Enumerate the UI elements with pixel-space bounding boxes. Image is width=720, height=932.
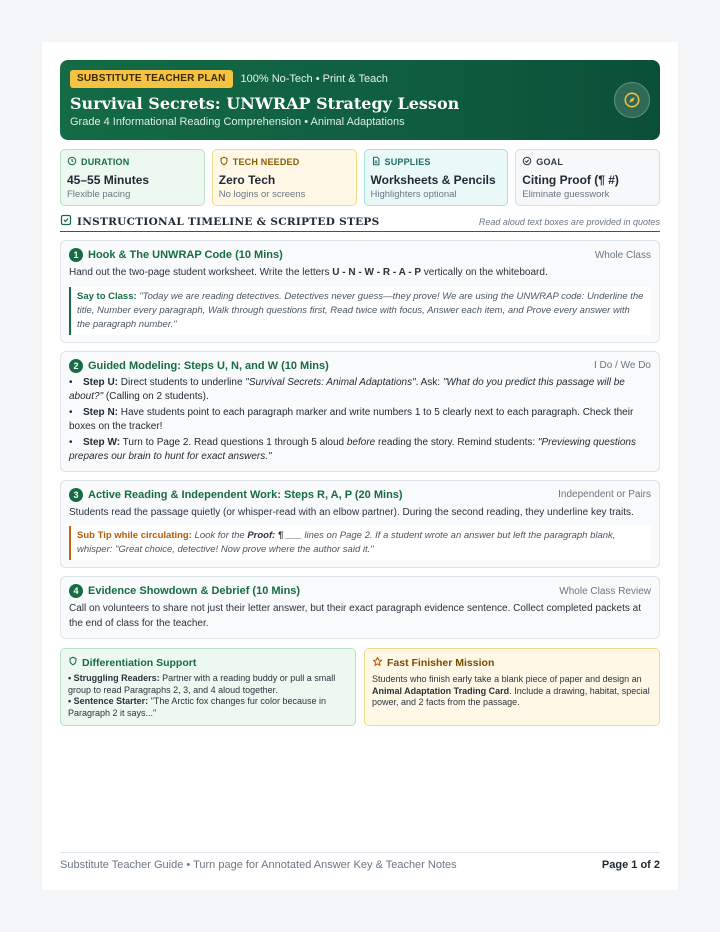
step-card — [60, 480, 660, 569]
differentiation-box — [60, 648, 356, 726]
footer-note: Substitute Teacher Guide • Turn page for Annotated Answer Key & Teacher Notes — [60, 859, 457, 871]
step-header — [69, 487, 651, 503]
step-body: Students read the passage quietly (or whisper-read with an elbow partner). During the second reading, they underline key traits. — [69, 506, 634, 518]
bullet-quote: "Survival Secrets: Animal Adaptations" — [245, 376, 416, 388]
lesson-title: Survival Secrets: UNWRAP Strategy Lesson — [70, 94, 460, 113]
lesson-subtitle: Grade 4 Informational Reading Comprehension • Animal Adaptations — [70, 116, 405, 128]
clock-icon — [67, 156, 77, 169]
trading-card-name: Animal Adaptation Trading Card — [372, 685, 510, 696]
step-mode: Whole Class — [594, 249, 651, 261]
bullet-text: (Calling on 2 students). — [103, 390, 209, 402]
item-text: Students who finish early take a blank piece of paper and design an — [372, 674, 642, 684]
step-card — [60, 240, 660, 343]
summary-cards — [60, 149, 660, 206]
tech-card — [212, 149, 357, 206]
step-title: Guided Modeling: Steps U, N, and W (10 Mins) — [88, 359, 329, 372]
fast-finisher-body — [372, 674, 652, 709]
say-script: "Today we are reading detectives. Detectives never guess—they prove! We are using the UNWRAP code: Underline the title, Number every paragraph, Walk through questions first, Read twice with focus, Answer each item, and Prove every answer with the paragraph number." — [77, 290, 644, 330]
item-text: . Include a drawing, habitat, special power, and 2 facts from the passage. — [372, 685, 650, 707]
differentiation-title: Differentiation Support — [82, 656, 197, 669]
tech-value: Zero Tech — [218, 173, 276, 187]
step-bullet-list — [69, 376, 651, 464]
checkbox-icon — [60, 213, 72, 231]
step-title: Evidence Showdown & Debrief (10 Mins) — [88, 585, 301, 597]
duration-note: Flexible pacing — [67, 189, 131, 200]
check-circle-icon — [522, 156, 532, 169]
step-number: 3 — [69, 488, 83, 502]
step-body: Call on volunteers to share not just their letter answer, but their exact paragraph evidence sentence. Collect completed packets at the end of class for the teacher. — [69, 603, 641, 629]
shield-icon — [68, 656, 78, 669]
list-item — [68, 673, 348, 696]
list-item: • Step W: Turn to Page 2. Read questions 1 through 5 aloud before reading the story. Remind students: "Previewing questions prepares our brain to hunt for exact answers." — [69, 436, 636, 462]
bullet-quote: "Previewing questions prepares our brain to hunt for exact answers." — [69, 436, 636, 462]
say-to-class-box — [69, 287, 651, 335]
step-body-text: vertically on the whiteboard. — [420, 267, 548, 278]
proof-line: Proof: ¶ ___ — [247, 530, 302, 541]
duration-value: 45–55 Minutes — [67, 173, 150, 187]
item-text: "The Arctic fox changes fur color because in Paragraph 2 it says..." — [68, 696, 326, 718]
section-note: Read aloud text boxes are provided in quotes — [478, 216, 660, 227]
step-mode: Independent or Pairs — [558, 489, 651, 500]
step-number: 4 — [69, 584, 83, 598]
step-header — [69, 247, 651, 263]
step-header — [69, 358, 651, 374]
duration-card — [60, 149, 205, 206]
tip-label: Sub Tip while circulating: — [77, 530, 192, 541]
tech-label: TECH NEEDED — [232, 157, 300, 167]
differentiation-title-row — [68, 656, 348, 669]
page-footer — [60, 852, 660, 871]
supplies-label: SUPPLIES — [384, 157, 431, 167]
section-title: INSTRUCTIONAL TIMELINE & SCRIPTED STEPS — [77, 215, 380, 228]
step-card — [60, 351, 660, 472]
lesson-page — [42, 42, 678, 890]
lesson-header — [60, 60, 660, 140]
step-title-group — [69, 584, 300, 598]
support-boxes — [60, 648, 660, 726]
item-lead: • Sentence Starter: — [68, 696, 149, 706]
page-content — [60, 60, 660, 726]
supplies-label-row — [371, 156, 502, 169]
bullet-emphasis: before — [346, 436, 376, 448]
goal-note: Eliminate guesswork — [522, 189, 610, 200]
bullet-text: Turn to Page 2. Read questions 1 through 5 aloud — [120, 436, 347, 448]
step-card — [60, 576, 660, 639]
step-title: Hook & The UNWRAP Code (10 Mins) — [88, 249, 283, 261]
goal-card — [515, 149, 660, 206]
step-title-group — [69, 359, 329, 373]
header-tagline: 100% No-Tech • Print & Teach — [240, 73, 388, 85]
bullet-text: Have students point to each paragraph marker and write numbers 1 to 5 clearly next to each paragraph. Check their boxes on the tracker! — [69, 406, 634, 432]
bullet-text: reading the story. Remind students: — [375, 436, 538, 448]
step-mode: Whole Class Review — [559, 585, 651, 597]
item-lead: • Struggling Readers: — [68, 673, 160, 683]
goal-label: GOAL — [536, 157, 564, 167]
shield-icon — [219, 156, 229, 169]
step-mode: I Do / We Do — [593, 360, 651, 371]
section-title-group — [60, 213, 379, 231]
bullet-text: . Ask: — [415, 376, 443, 388]
item-text: Partner with a reading buddy or pull a small group to read Paragraphs 2, 3, and 4 aloud together. — [68, 673, 336, 695]
supplies-card — [364, 149, 509, 206]
star-icon — [372, 656, 383, 670]
duration-label: DURATION — [81, 157, 130, 167]
list-item: • Step U: Direct students to underline "Survival Secrets: Animal Adaptations". Ask: "What do you predict this passage will be about?" (Calling on 2 students). — [69, 376, 625, 402]
tip-text: lines on Page 2. If a student wrote an answer but left the paragraph blank, whisper: "Great choice, detective! Now prove where the author said it." — [77, 530, 616, 555]
bullet-lead: Step U: — [83, 376, 118, 388]
page-number: Page 1 of 2 — [601, 859, 660, 871]
step-number: 2 — [69, 359, 83, 373]
supplies-value: Worksheets & Pencils — [370, 173, 496, 187]
step-header — [69, 583, 651, 599]
fast-finisher-title-row — [372, 656, 652, 670]
goal-label-row — [522, 156, 653, 169]
bullet-lead: Step W: — [83, 436, 121, 448]
supplies-note: Highlighters optional — [370, 189, 457, 200]
fast-finisher-title: Fast Finisher Mission — [387, 657, 495, 669]
tech-note: No logins or screens — [218, 189, 306, 200]
tip-text: Look for the — [194, 530, 248, 541]
say-label: Say to Class: — [77, 290, 137, 302]
compass-icon — [614, 82, 650, 118]
list-item — [68, 696, 348, 719]
unwrap-letters: U - N - W - R - A - P — [332, 267, 421, 278]
step-body-text: Hand out the two-page student worksheet. Write the letters — [69, 267, 333, 278]
goal-value: Citing Proof (¶ #) — [522, 173, 619, 187]
sub-tip-box — [69, 526, 651, 560]
bullet-quote: "What do you predict this passage will be about?" — [69, 376, 625, 402]
timeline-section-heading — [60, 212, 660, 232]
fast-finisher-box — [364, 648, 660, 726]
header-top-row — [70, 70, 650, 88]
tech-label-row — [219, 156, 350, 169]
list-item: • Step N: Have students point to each paragraph marker and write numbers 1 to 5 clearly next to each paragraph. Check their boxes on the tracker! — [69, 406, 634, 432]
step-title-group — [69, 488, 403, 502]
plan-badge: SUBSTITUTE TEACHER PLAN — [70, 70, 233, 88]
step-title-group — [69, 248, 283, 262]
bullet-lead: Step N: — [83, 406, 118, 418]
document-icon — [371, 156, 381, 169]
duration-label-row — [67, 156, 198, 169]
step-number: 1 — [69, 248, 83, 262]
step-body — [69, 266, 651, 281]
bullet-text: Direct students to underline — [118, 376, 246, 388]
step-title: Active Reading & Independent Work: Steps R, A, P (20 Mins) — [88, 488, 403, 501]
differentiation-body — [68, 673, 348, 719]
